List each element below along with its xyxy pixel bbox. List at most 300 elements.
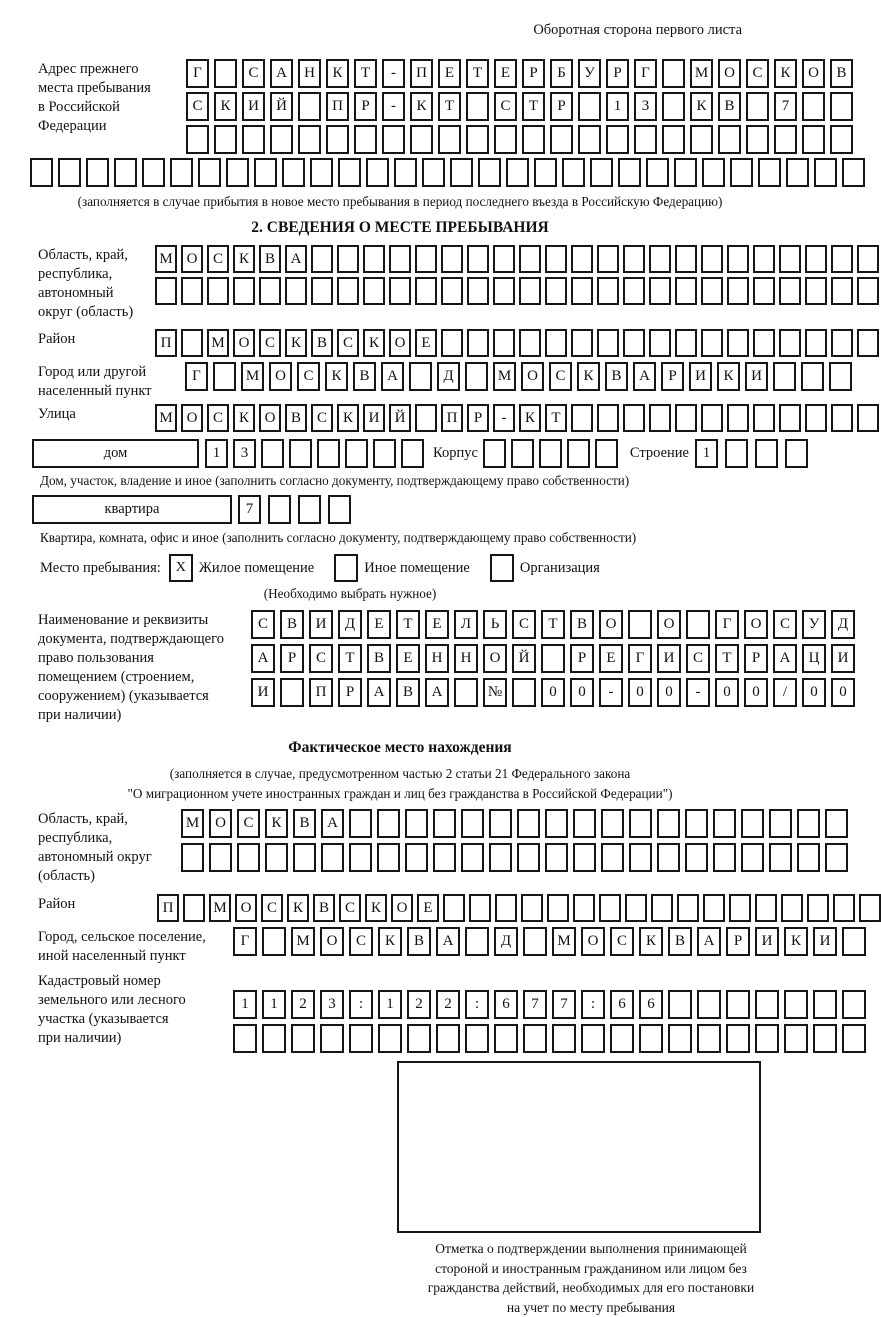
char-cell[interactable] <box>781 894 803 922</box>
char-cell[interactable] <box>807 894 829 922</box>
char-cell[interactable] <box>628 610 652 639</box>
char-cell[interactable]: 1 <box>233 990 257 1019</box>
char-cell[interactable] <box>657 809 680 838</box>
char-cell[interactable] <box>646 158 669 187</box>
char-cell[interactable]: - <box>686 678 710 707</box>
char-cell[interactable] <box>465 1024 489 1053</box>
char-cell[interactable]: Е <box>438 59 461 88</box>
char-cell[interactable] <box>571 404 593 432</box>
char-cell[interactable]: С <box>242 59 265 88</box>
char-cell[interactable]: С <box>251 610 275 639</box>
char-cell[interactable] <box>405 843 428 872</box>
char-cell[interactable] <box>237 843 260 872</box>
char-cell[interactable]: 3 <box>320 990 344 1019</box>
char-cell[interactable] <box>857 329 879 357</box>
char-cell[interactable]: : <box>581 990 605 1019</box>
char-cell[interactable] <box>494 125 517 154</box>
char-cell[interactable] <box>857 277 879 305</box>
char-cell[interactable] <box>280 678 304 707</box>
char-cell[interactable]: Ь <box>483 610 507 639</box>
char-cell[interactable]: Е <box>367 610 391 639</box>
char-cell[interactable] <box>625 894 647 922</box>
char-cell[interactable]: И <box>251 678 275 707</box>
char-cell[interactable] <box>519 277 541 305</box>
char-cell[interactable] <box>534 158 557 187</box>
char-cell[interactable]: В <box>396 678 420 707</box>
char-cell[interactable] <box>741 843 764 872</box>
char-cell[interactable]: - <box>599 678 623 707</box>
char-cell[interactable]: С <box>259 329 281 357</box>
char-cell[interactable] <box>467 277 489 305</box>
char-cell[interactable]: Й <box>512 644 536 673</box>
char-cell[interactable]: 1 <box>262 990 286 1019</box>
char-cell[interactable]: В <box>259 245 281 273</box>
char-cell[interactable] <box>517 809 540 838</box>
char-cell[interactable] <box>831 245 853 273</box>
char-cell[interactable] <box>378 1024 402 1053</box>
char-cell[interactable]: С <box>349 927 373 956</box>
char-cell[interactable] <box>651 894 673 922</box>
char-cell[interactable] <box>786 158 809 187</box>
char-cell[interactable] <box>338 158 361 187</box>
char-cell[interactable] <box>746 92 769 121</box>
char-cell[interactable] <box>813 990 837 1019</box>
char-cell[interactable] <box>842 1024 866 1053</box>
char-cell[interactable] <box>685 843 708 872</box>
char-cell[interactable] <box>755 439 778 468</box>
char-cell[interactable] <box>349 1024 373 1053</box>
char-cell[interactable] <box>170 158 193 187</box>
char-cell[interactable] <box>618 158 641 187</box>
char-cell[interactable]: И <box>831 644 855 673</box>
char-cell[interactable] <box>254 158 277 187</box>
char-cell[interactable] <box>813 1024 837 1053</box>
char-cell[interactable]: К <box>363 329 385 357</box>
char-cell[interactable]: 0 <box>802 678 826 707</box>
char-cell[interactable] <box>573 843 596 872</box>
char-cell[interactable]: Т <box>545 404 567 432</box>
char-cell[interactable] <box>483 439 506 468</box>
char-cell[interactable] <box>454 678 478 707</box>
char-cell[interactable]: Т <box>522 92 545 121</box>
char-cell[interactable] <box>30 158 53 187</box>
char-cell[interactable]: О <box>657 610 681 639</box>
char-cell[interactable]: 7 <box>774 92 797 121</box>
char-cell[interactable]: Л <box>454 610 478 639</box>
char-cell[interactable] <box>289 439 312 468</box>
char-cell[interactable]: К <box>577 362 600 391</box>
char-cell[interactable] <box>802 92 825 121</box>
checkbox[interactable] <box>334 554 358 582</box>
char-cell[interactable]: М <box>552 927 576 956</box>
char-cell[interactable] <box>833 894 855 922</box>
char-cell[interactable]: У <box>802 610 826 639</box>
char-cell[interactable] <box>769 843 792 872</box>
char-cell[interactable]: М <box>291 927 315 956</box>
char-cell[interactable] <box>226 158 249 187</box>
char-cell[interactable] <box>623 277 645 305</box>
char-cell[interactable] <box>270 125 293 154</box>
char-cell[interactable] <box>857 245 879 273</box>
char-cell[interactable]: С <box>309 644 333 673</box>
char-cell[interactable] <box>545 245 567 273</box>
char-cell[interactable]: - <box>382 59 405 88</box>
char-cell[interactable] <box>690 125 713 154</box>
char-cell[interactable] <box>753 329 775 357</box>
char-cell[interactable] <box>677 894 699 922</box>
char-cell[interactable]: С <box>494 92 517 121</box>
char-cell[interactable]: Г <box>628 644 652 673</box>
char-cell[interactable]: Р <box>744 644 768 673</box>
char-cell[interactable] <box>562 158 585 187</box>
char-cell[interactable] <box>214 125 237 154</box>
char-cell[interactable] <box>597 245 619 273</box>
char-cell[interactable] <box>547 894 569 922</box>
char-cell[interactable]: В <box>668 927 692 956</box>
char-cell[interactable]: И <box>363 404 385 432</box>
char-cell[interactable] <box>814 158 837 187</box>
char-cell[interactable]: В <box>830 59 853 88</box>
char-cell[interactable] <box>552 1024 576 1053</box>
char-cell[interactable] <box>859 894 881 922</box>
char-cell[interactable]: Г <box>634 59 657 88</box>
char-cell[interactable] <box>805 404 827 432</box>
char-cell[interactable] <box>623 404 645 432</box>
char-cell[interactable] <box>405 809 428 838</box>
char-cell[interactable]: А <box>270 59 293 88</box>
char-cell[interactable]: В <box>605 362 628 391</box>
char-cell[interactable] <box>662 125 685 154</box>
char-cell[interactable] <box>825 809 848 838</box>
char-cell[interactable] <box>639 1024 663 1053</box>
char-cell[interactable] <box>407 1024 431 1053</box>
char-cell[interactable]: Д <box>437 362 460 391</box>
char-cell[interactable]: С <box>339 894 361 922</box>
char-cell[interactable]: В <box>367 644 391 673</box>
char-cell[interactable] <box>797 809 820 838</box>
char-cell[interactable]: Й <box>270 92 293 121</box>
char-cell[interactable] <box>86 158 109 187</box>
char-cell[interactable]: Р <box>661 362 684 391</box>
char-cell[interactable]: Р <box>354 92 377 121</box>
char-cell[interactable] <box>261 439 284 468</box>
char-cell[interactable] <box>181 329 203 357</box>
char-cell[interactable]: С <box>549 362 572 391</box>
char-cell[interactable]: С <box>186 92 209 121</box>
char-cell[interactable]: Г <box>715 610 739 639</box>
char-cell[interactable]: А <box>285 245 307 273</box>
char-cell[interactable] <box>746 125 769 154</box>
char-cell[interactable]: Т <box>354 59 377 88</box>
char-cell[interactable] <box>785 439 808 468</box>
char-cell[interactable] <box>675 404 697 432</box>
char-cell[interactable]: Б <box>550 59 573 88</box>
char-cell[interactable] <box>755 1024 779 1053</box>
char-cell[interactable] <box>233 277 255 305</box>
char-cell[interactable]: М <box>241 362 264 391</box>
char-cell[interactable]: А <box>436 927 460 956</box>
char-cell[interactable] <box>701 404 723 432</box>
char-cell[interactable] <box>409 362 432 391</box>
char-cell[interactable] <box>450 158 473 187</box>
char-cell[interactable]: И <box>755 927 779 956</box>
char-cell[interactable] <box>242 125 265 154</box>
char-cell[interactable] <box>519 245 541 273</box>
char-cell[interactable]: В <box>280 610 304 639</box>
char-cell[interactable]: А <box>633 362 656 391</box>
char-cell[interactable] <box>436 1024 460 1053</box>
char-cell[interactable]: А <box>251 644 275 673</box>
char-cell[interactable]: С <box>686 644 710 673</box>
char-cell[interactable]: Д <box>338 610 362 639</box>
char-cell[interactable] <box>467 245 489 273</box>
char-cell[interactable] <box>842 927 866 956</box>
char-cell[interactable]: С <box>311 404 333 432</box>
char-cell[interactable] <box>433 843 456 872</box>
char-cell[interactable] <box>713 809 736 838</box>
char-cell[interactable]: К <box>639 927 663 956</box>
char-cell[interactable] <box>493 329 515 357</box>
char-cell[interactable] <box>545 843 568 872</box>
char-cell[interactable]: К <box>519 404 541 432</box>
char-cell[interactable]: К <box>774 59 797 88</box>
char-cell[interactable]: О <box>181 404 203 432</box>
checkbox[interactable] <box>490 554 514 582</box>
char-cell[interactable] <box>797 843 820 872</box>
char-cell[interactable] <box>567 439 590 468</box>
char-cell[interactable] <box>519 329 541 357</box>
char-cell[interactable]: Р <box>467 404 489 432</box>
char-cell[interactable] <box>769 809 792 838</box>
char-cell[interactable]: 0 <box>831 678 855 707</box>
char-cell[interactable] <box>573 809 596 838</box>
char-cell[interactable]: 6 <box>494 990 518 1019</box>
char-cell[interactable] <box>493 245 515 273</box>
char-cell[interactable]: К <box>365 894 387 922</box>
char-cell[interactable] <box>377 843 400 872</box>
char-cell[interactable] <box>831 404 853 432</box>
char-cell[interactable] <box>774 125 797 154</box>
char-cell[interactable]: П <box>410 59 433 88</box>
char-cell[interactable]: И <box>657 644 681 673</box>
char-cell[interactable]: Т <box>466 59 489 88</box>
char-cell[interactable] <box>433 809 456 838</box>
char-cell[interactable]: С <box>610 927 634 956</box>
char-cell[interactable] <box>727 404 749 432</box>
char-cell[interactable]: Е <box>599 644 623 673</box>
char-cell[interactable] <box>298 495 321 524</box>
char-cell[interactable] <box>727 245 749 273</box>
char-cell[interactable] <box>842 990 866 1019</box>
char-cell[interactable] <box>469 894 491 922</box>
char-cell[interactable] <box>755 990 779 1019</box>
char-cell[interactable]: Н <box>454 644 478 673</box>
char-cell[interactable] <box>741 809 764 838</box>
char-cell[interactable]: 0 <box>570 678 594 707</box>
char-cell[interactable] <box>571 245 593 273</box>
char-cell[interactable] <box>629 809 652 838</box>
char-cell[interactable] <box>802 125 825 154</box>
char-cell[interactable] <box>599 894 621 922</box>
char-cell[interactable] <box>517 843 540 872</box>
char-cell[interactable] <box>489 809 512 838</box>
char-cell[interactable] <box>441 245 463 273</box>
char-cell[interactable] <box>675 277 697 305</box>
char-cell[interactable]: А <box>367 678 391 707</box>
char-cell[interactable]: К <box>337 404 359 432</box>
char-cell[interactable]: 1 <box>378 990 402 1019</box>
char-cell[interactable]: О <box>259 404 281 432</box>
char-cell[interactable] <box>601 843 624 872</box>
char-cell[interactable] <box>590 158 613 187</box>
char-cell[interactable] <box>495 894 517 922</box>
char-cell[interactable] <box>784 990 808 1019</box>
char-cell[interactable] <box>214 59 237 88</box>
char-cell[interactable] <box>181 843 204 872</box>
char-cell[interactable]: А <box>425 678 449 707</box>
char-cell[interactable] <box>522 125 545 154</box>
char-cell[interactable] <box>466 92 489 121</box>
char-cell[interactable]: М <box>690 59 713 88</box>
char-cell[interactable]: В <box>293 809 316 838</box>
char-cell[interactable] <box>726 990 750 1019</box>
char-cell[interactable] <box>703 894 725 922</box>
char-cell[interactable] <box>183 894 205 922</box>
char-cell[interactable] <box>467 329 489 357</box>
char-cell[interactable] <box>337 277 359 305</box>
char-cell[interactable]: О <box>744 610 768 639</box>
char-cell[interactable] <box>713 843 736 872</box>
char-cell[interactable]: С <box>237 809 260 838</box>
char-cell[interactable]: 0 <box>657 678 681 707</box>
char-cell[interactable] <box>311 245 333 273</box>
char-cell[interactable] <box>697 990 721 1019</box>
char-cell[interactable]: Т <box>541 610 565 639</box>
char-cell[interactable]: М <box>155 404 177 432</box>
char-cell[interactable] <box>779 329 801 357</box>
char-cell[interactable] <box>523 1024 547 1053</box>
char-cell[interactable]: И <box>813 927 837 956</box>
char-cell[interactable]: Е <box>494 59 517 88</box>
char-cell[interactable] <box>321 843 344 872</box>
char-cell[interactable] <box>466 125 489 154</box>
char-cell[interactable]: Н <box>298 59 321 88</box>
char-cell[interactable] <box>697 1024 721 1053</box>
char-cell[interactable] <box>282 158 305 187</box>
char-cell[interactable]: И <box>689 362 712 391</box>
char-cell[interactable]: М <box>155 245 177 273</box>
char-cell[interactable] <box>729 894 751 922</box>
char-cell[interactable] <box>649 277 671 305</box>
char-cell[interactable]: П <box>157 894 179 922</box>
char-cell[interactable] <box>523 927 547 956</box>
char-cell[interactable]: Г <box>233 927 257 956</box>
char-cell[interactable]: К <box>326 59 349 88</box>
char-cell[interactable]: : <box>349 990 373 1019</box>
char-cell[interactable] <box>389 245 411 273</box>
char-cell[interactable] <box>293 843 316 872</box>
char-cell[interactable]: О <box>320 927 344 956</box>
char-cell[interactable] <box>805 277 827 305</box>
char-cell[interactable]: П <box>155 329 177 357</box>
char-cell[interactable] <box>441 277 463 305</box>
char-cell[interactable]: Д <box>831 610 855 639</box>
char-cell[interactable] <box>753 277 775 305</box>
char-cell[interactable]: О <box>209 809 232 838</box>
char-cell[interactable]: О <box>269 362 292 391</box>
char-cell[interactable] <box>829 362 852 391</box>
char-cell[interactable] <box>581 1024 605 1053</box>
char-cell[interactable] <box>401 439 424 468</box>
char-cell[interactable]: О <box>389 329 411 357</box>
char-cell[interactable] <box>831 277 853 305</box>
char-cell[interactable] <box>701 277 723 305</box>
char-cell[interactable]: О <box>235 894 257 922</box>
char-cell[interactable]: О <box>718 59 741 88</box>
char-cell[interactable] <box>382 125 405 154</box>
char-cell[interactable] <box>830 125 853 154</box>
char-cell[interactable] <box>373 439 396 468</box>
char-cell[interactable]: Т <box>715 644 739 673</box>
char-cell[interactable]: Т <box>338 644 362 673</box>
char-cell[interactable] <box>610 1024 634 1053</box>
char-cell[interactable] <box>410 125 433 154</box>
char-cell[interactable]: И <box>242 92 265 121</box>
char-cell[interactable] <box>727 329 749 357</box>
char-cell[interactable] <box>366 158 389 187</box>
char-cell[interactable] <box>550 125 573 154</box>
char-cell[interactable]: Р <box>570 644 594 673</box>
char-cell[interactable] <box>571 277 593 305</box>
char-cell[interactable] <box>623 329 645 357</box>
char-cell[interactable] <box>571 329 593 357</box>
char-cell[interactable]: О <box>599 610 623 639</box>
char-cell[interactable] <box>461 809 484 838</box>
char-cell[interactable] <box>662 92 685 121</box>
char-cell[interactable]: Е <box>417 894 439 922</box>
char-cell[interactable]: Н <box>425 644 449 673</box>
char-cell[interactable] <box>521 894 543 922</box>
char-cell[interactable]: М <box>181 809 204 838</box>
char-cell[interactable]: 1 <box>695 439 718 468</box>
char-cell[interactable] <box>311 277 333 305</box>
char-cell[interactable] <box>718 125 741 154</box>
char-cell[interactable]: Г <box>186 59 209 88</box>
char-cell[interactable] <box>805 329 827 357</box>
char-cell[interactable] <box>842 158 865 187</box>
char-cell[interactable]: А <box>321 809 344 838</box>
char-cell[interactable]: Ц <box>802 644 826 673</box>
char-cell[interactable] <box>825 843 848 872</box>
char-cell[interactable] <box>345 439 368 468</box>
char-cell[interactable]: П <box>326 92 349 121</box>
char-cell[interactable] <box>181 277 203 305</box>
char-cell[interactable] <box>461 843 484 872</box>
char-cell[interactable] <box>415 404 437 432</box>
char-cell[interactable]: У <box>578 59 601 88</box>
char-cell[interactable]: К <box>233 404 255 432</box>
char-cell[interactable]: О <box>521 362 544 391</box>
char-cell[interactable] <box>701 329 723 357</box>
char-cell[interactable] <box>259 277 281 305</box>
char-cell[interactable]: № <box>483 678 507 707</box>
char-cell[interactable] <box>265 843 288 872</box>
char-cell[interactable]: В <box>285 404 307 432</box>
char-cell[interactable]: 7 <box>238 495 261 524</box>
char-cell[interactable]: К <box>233 245 255 273</box>
char-cell[interactable]: 3 <box>233 439 256 468</box>
char-cell[interactable]: К <box>378 927 402 956</box>
